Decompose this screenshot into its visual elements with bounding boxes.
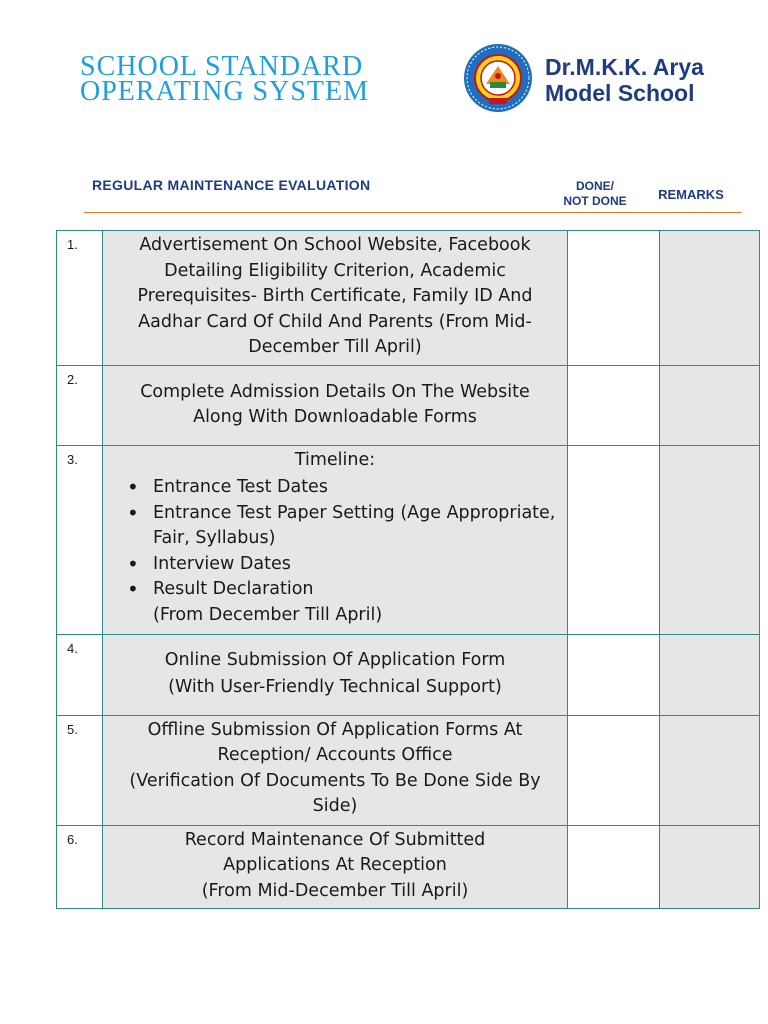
done-cell[interactable] bbox=[568, 365, 660, 445]
done-header-line1: DONE/ bbox=[575, 179, 614, 193]
description-line: (From Mid-December Till April) bbox=[201, 880, 469, 901]
timeline-item: • Entrance Test Dates bbox=[127, 475, 563, 501]
row-description bbox=[103, 445, 568, 634]
description-line: Record Maintenance Of Submitted bbox=[184, 829, 486, 850]
description-line: (With User-Friendly Technical Support) bbox=[168, 676, 502, 697]
description-line: Prerequisites- Birth Certificate, Family ID And bbox=[137, 286, 533, 306]
table-row bbox=[57, 825, 760, 909]
description-line: Online Submission Of Application Form bbox=[164, 649, 506, 670]
remarks-cell[interactable] bbox=[660, 445, 760, 634]
table-row bbox=[57, 715, 760, 825]
remarks-cell[interactable] bbox=[660, 634, 760, 715]
school-name bbox=[545, 54, 704, 106]
school-name-line2: Model School bbox=[545, 80, 695, 106]
remarks-cell[interactable] bbox=[660, 715, 760, 825]
timeline-item: • Interview Dates bbox=[127, 552, 563, 578]
system-title-line2: OPERATING SYSTEM bbox=[80, 76, 370, 107]
timeline-item: • Entrance Test Paper Setting (Age Appropriate, Fair, Syllabus) bbox=[127, 501, 563, 552]
description-line: Complete Admission Details On The Website bbox=[140, 381, 530, 402]
remarks-column-header: REMARKS bbox=[658, 187, 724, 202]
table-row bbox=[57, 231, 760, 366]
timeline-note: (From December Till April) bbox=[153, 604, 383, 625]
row-description bbox=[103, 634, 568, 715]
row-number: 6. bbox=[57, 825, 103, 909]
done-column-header bbox=[552, 179, 638, 209]
description-line: Offline Submission Of Application Forms At bbox=[147, 719, 523, 740]
row-description bbox=[103, 825, 568, 909]
description-line: Advertisement On School Website, Facebook bbox=[139, 235, 531, 255]
description-line: Reception/ Accounts Office bbox=[217, 745, 453, 765]
table-row bbox=[57, 634, 760, 715]
table-row bbox=[57, 365, 760, 445]
timeline-list bbox=[107, 475, 563, 603]
evaluation-table bbox=[56, 230, 760, 909]
row-number: 2. bbox=[57, 365, 103, 445]
description-line: Detailing Eligibility Criterion, Academic bbox=[164, 260, 506, 281]
remarks-cell[interactable] bbox=[660, 825, 760, 909]
description-line: (Verification Of Documents To Be Done Side By bbox=[129, 770, 541, 791]
row-number: 1. bbox=[57, 231, 103, 366]
row-description bbox=[103, 231, 568, 366]
done-cell[interactable] bbox=[568, 231, 660, 366]
evaluation-title: REGULAR MAINTENANCE EVALUATION bbox=[92, 177, 371, 193]
header-divider bbox=[84, 212, 742, 213]
row-number: 3. bbox=[57, 445, 103, 634]
timeline-heading: Timeline: bbox=[294, 449, 376, 470]
description-line: Along With Downloadable Forms bbox=[193, 407, 477, 427]
remarks-cell[interactable] bbox=[660, 365, 760, 445]
system-title bbox=[80, 51, 370, 107]
description-line: Side) bbox=[312, 796, 358, 816]
description-line: Applications At Reception bbox=[223, 855, 447, 875]
done-cell[interactable] bbox=[568, 825, 660, 909]
timeline-item: • Result Declaration bbox=[127, 577, 563, 603]
description-line: December Till April) bbox=[248, 337, 422, 357]
row-number: 5. bbox=[57, 715, 103, 825]
done-cell[interactable] bbox=[568, 445, 660, 634]
description-line: Aadhar Card Of Child And Parents (From Mid- bbox=[138, 311, 532, 332]
table-row bbox=[57, 445, 760, 634]
row-description bbox=[103, 365, 568, 445]
row-description bbox=[103, 715, 568, 825]
done-cell[interactable] bbox=[568, 634, 660, 715]
done-cell[interactable] bbox=[568, 715, 660, 825]
remarks-cell[interactable] bbox=[660, 231, 760, 366]
system-title-line1: SCHOOL STANDARD bbox=[80, 51, 364, 82]
school-name-line1: Dr.M.K.K. Arya bbox=[545, 54, 704, 80]
done-header-line2: NOT DONE bbox=[563, 194, 627, 208]
school-emblem-icon bbox=[462, 42, 542, 114]
row-number: 4. bbox=[57, 634, 103, 715]
